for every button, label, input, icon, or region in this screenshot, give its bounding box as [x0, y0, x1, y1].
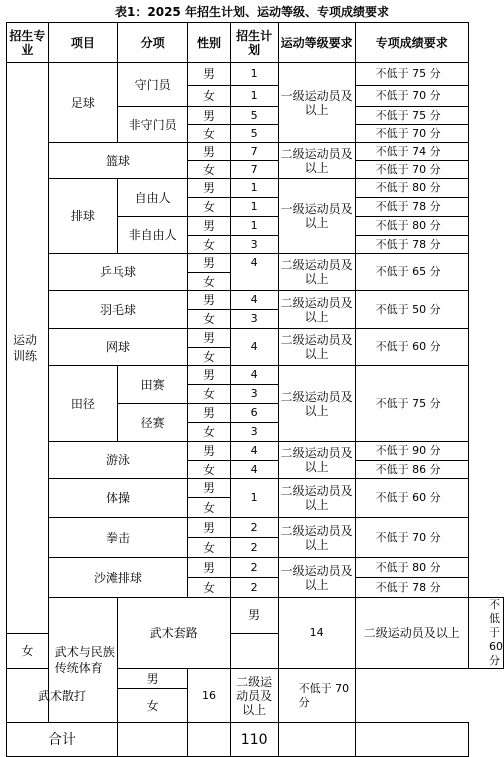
- score-cell: 不低于 70 分: [355, 518, 468, 558]
- score-cell: 不低于 80 分: [355, 558, 468, 578]
- plan-cell: 1: [230, 179, 278, 198]
- header-major: 招生专业: [7, 23, 49, 63]
- gender-cell: 女: [188, 538, 230, 558]
- table-row: [7, 442, 504, 461]
- item-cell: 体操: [48, 479, 188, 518]
- table-row: [7, 479, 504, 498]
- plan-cell: 1: [230, 479, 278, 518]
- item-cell: 排球: [48, 179, 117, 254]
- gender-cell: 男: [188, 143, 230, 161]
- plan-cell: 7: [230, 143, 278, 161]
- gender-cell: 男: [188, 63, 230, 86]
- header-score: 专项成绩要求: [355, 23, 468, 63]
- item-cell: 网球: [48, 329, 188, 366]
- level-cell: 二级运动员及以上: [278, 291, 355, 329]
- major-cell: 武术与民族传统体育: [48, 598, 117, 723]
- gender-cell: 女: [188, 273, 230, 291]
- score-cell: 不低于 80 分: [355, 179, 468, 198]
- header-item: 项目: [48, 23, 117, 63]
- gender-cell: 女: [188, 236, 230, 254]
- score-cell: 不低于 78 分: [355, 578, 468, 598]
- score-cell: 不低于 90 分: [355, 442, 468, 461]
- score-cell: 不低于 50 分: [355, 291, 468, 329]
- table-title: 表1：2025 年招生计划、运动等级、专项成绩要求: [115, 5, 389, 19]
- plan-cell: 3: [230, 423, 278, 442]
- header-sub: 分项: [117, 23, 187, 63]
- gender-cell: 女: [188, 86, 230, 107]
- plan-cell: 7: [230, 161, 278, 179]
- plan-cell: 1: [230, 63, 278, 86]
- plan-cell: 14: [278, 598, 355, 669]
- table-row: [7, 63, 504, 86]
- gender-cell: 男: [188, 404, 230, 423]
- plan-cell: 2: [230, 578, 278, 598]
- plan-cell: 5: [230, 107, 278, 125]
- gender-cell: 女: [188, 198, 230, 217]
- gender-cell: 女: [7, 633, 49, 669]
- item-cell: 足球: [48, 63, 117, 143]
- table-row: [7, 143, 504, 161]
- level-cell: 二级运动员及以上: [230, 669, 278, 723]
- gender-cell: 女: [188, 348, 230, 366]
- item-cell: 游泳: [48, 442, 188, 479]
- gender-cell: 男: [188, 442, 230, 461]
- header-row: [7, 23, 504, 63]
- empty-cell: [188, 723, 230, 757]
- plan-cell: 4: [230, 254, 278, 291]
- score-cell: 不低于 60 分: [355, 329, 468, 366]
- header-level: 运动等级要求: [278, 23, 355, 63]
- total-value: 110: [230, 723, 278, 757]
- gender-cell: 男: [188, 366, 230, 385]
- total-row: [7, 723, 504, 757]
- score-cell: 不低于 70 分: [355, 86, 468, 107]
- table-row: [7, 558, 504, 578]
- major-cell: 运动训练: [7, 63, 49, 634]
- plan-cell: 5: [230, 125, 278, 143]
- score-cell: 不低于 60 分: [469, 598, 504, 669]
- score-cell: 不低于 60 分: [355, 479, 468, 518]
- empty-cell: [278, 723, 355, 757]
- gender-cell: 男: [188, 217, 230, 236]
- level-cell: 二级运动员及以上: [278, 329, 355, 366]
- gender-cell: 男: [188, 518, 230, 538]
- score-cell: 不低于 74 分: [355, 143, 468, 161]
- score-cell: 不低于 78 分: [355, 198, 468, 217]
- plan-cell: 3: [230, 236, 278, 254]
- sub-cell: 自由人: [117, 179, 187, 217]
- plan-cell: 16: [188, 669, 230, 723]
- item-cell: 乒乓球: [48, 254, 188, 291]
- level-cell: 二级运动员及以上: [355, 598, 468, 669]
- header-gender: 性别: [188, 23, 230, 63]
- gender-cell: 男: [188, 291, 230, 310]
- total-label: 合计: [7, 723, 118, 757]
- score-cell: 不低于 70 分: [355, 125, 468, 143]
- plan-cell: 1: [230, 86, 278, 107]
- score-cell: 不低于 70 分: [278, 669, 355, 723]
- gender-cell: 女: [117, 689, 187, 723]
- score-cell: 不低于 70 分: [355, 161, 468, 179]
- plan-cell: 1: [230, 217, 278, 236]
- table-row: [7, 366, 504, 385]
- gender-cell: 男: [188, 107, 230, 125]
- score-cell: 不低于 78 分: [355, 236, 468, 254]
- sub-cell: 非自由人: [117, 217, 187, 254]
- score-cell: 不低于 86 分: [355, 461, 468, 479]
- empty-cell: [117, 723, 187, 757]
- level-cell: 一级运动员及以上: [278, 179, 355, 254]
- score-cell: 不低于 75 分: [355, 366, 468, 442]
- item-cell: 武术套路: [117, 598, 230, 669]
- table-row: [7, 329, 504, 348]
- gender-cell: 女: [188, 310, 230, 329]
- empty-cell: [355, 723, 468, 757]
- gender-cell: 男: [117, 669, 187, 689]
- plan-cell: 4: [230, 329, 278, 366]
- sub-cell: 守门员: [117, 63, 187, 107]
- sub-cell: 非守门员: [117, 107, 187, 143]
- sub-cell: 田赛: [117, 366, 187, 404]
- level-cell: 二级运动员及以上: [278, 442, 355, 479]
- gender-cell: 男: [188, 329, 230, 348]
- plan-cell: 2: [230, 558, 278, 578]
- gender-cell: 女: [188, 125, 230, 143]
- level-cell: 二级运动员及以上: [278, 143, 355, 179]
- table-row: [7, 254, 504, 273]
- table-row: [7, 598, 504, 634]
- table-row: [7, 518, 504, 538]
- gender-cell: 女: [188, 461, 230, 479]
- gender-cell: 女: [188, 578, 230, 598]
- plan-cell: 4: [230, 291, 278, 310]
- table-row: [7, 179, 504, 198]
- level-cell: 二级运动员及以上: [278, 254, 355, 291]
- admission-table: [6, 22, 504, 757]
- gender-cell: 男: [188, 254, 230, 273]
- plan-cell: 2: [230, 538, 278, 558]
- gender-cell: 女: [188, 423, 230, 442]
- gender-cell: 女: [188, 161, 230, 179]
- gender-cell: 男: [188, 558, 230, 578]
- plan-cell: 4: [230, 442, 278, 461]
- item-cell: 羽毛球: [48, 291, 188, 329]
- gender-cell: 男: [188, 479, 230, 498]
- score-cell: 不低于 80 分: [355, 217, 468, 236]
- item-cell: 沙滩排球: [48, 558, 188, 598]
- item-cell: 田径: [48, 366, 117, 442]
- plan-cell: 3: [230, 385, 278, 404]
- plan-cell: 3: [230, 310, 278, 329]
- item-cell: 武术散打: [7, 669, 118, 723]
- plan-cell: 4: [230, 461, 278, 479]
- gender-cell: 男: [230, 598, 278, 634]
- score-cell: 不低于 75 分: [355, 107, 468, 125]
- gender-cell: 男: [188, 179, 230, 198]
- header-plan: 招生计划: [230, 23, 278, 63]
- item-cell: 拳击: [48, 518, 188, 558]
- level-cell: 二级运动员及以上: [278, 518, 355, 558]
- score-cell: 不低于 75 分: [355, 63, 468, 86]
- level-cell: 一级运动员及以上: [278, 63, 355, 143]
- level-cell: 一级运动员及以上: [278, 558, 355, 598]
- table-row: [7, 291, 504, 310]
- gender-cell: 女: [188, 498, 230, 518]
- sub-cell: 径赛: [117, 404, 187, 442]
- item-cell: 篮球: [48, 143, 188, 179]
- plan-cell: 2: [230, 518, 278, 538]
- plan-cell: 1: [230, 198, 278, 217]
- plan-cell: 6: [230, 404, 278, 423]
- level-cell: 二级运动员及以上: [278, 366, 355, 442]
- level-cell: 二级运动员及以上: [278, 479, 355, 518]
- plan-cell: 4: [230, 366, 278, 385]
- gender-cell: 女: [188, 385, 230, 404]
- score-cell: 不低于 65 分: [355, 254, 468, 291]
